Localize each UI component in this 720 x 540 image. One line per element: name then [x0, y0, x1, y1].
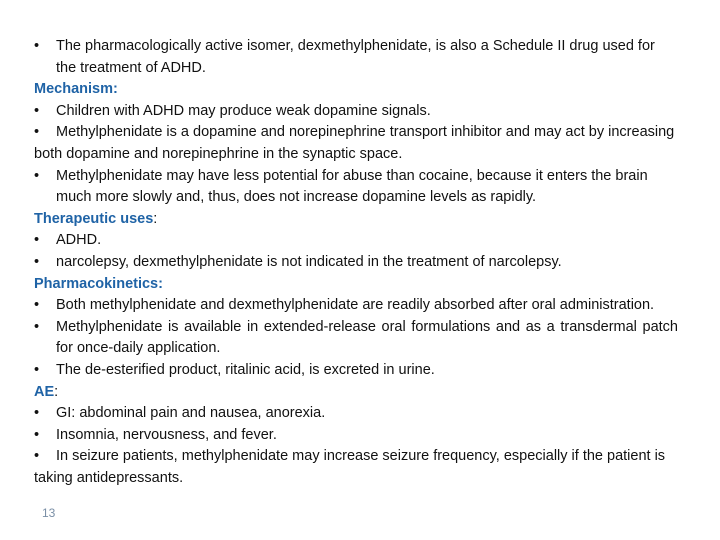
page-number: 13 — [42, 506, 56, 520]
bullet-text: The de-esterified product, ritalinic acid, is excreted in urine. — [56, 361, 435, 378]
heading-mechanism: Mechanism: — [34, 81, 118, 98]
bullet-text: ADHD. — [56, 232, 102, 249]
bullet-mark: • — [34, 102, 40, 119]
bullet-text: Methylphenidate is available in extended-release oral formulations and as a transdermal patch for once-daily application. — [56, 318, 678, 357]
bullet-text: Methylphenidate is a dopamine and norepinephrine transport inhibitor and may act by increasing both dopamine and norepinephrine in the synaptic space. — [34, 124, 675, 162]
bullet-mechanism-1 — [34, 101, 678, 123]
bullet-text: GI: abdominal pain and nausea, anorexia. — [56, 405, 326, 422]
heading-ae — [34, 382, 678, 404]
bullet-mark: • — [34, 361, 40, 378]
heading-ae-colon: : — [54, 383, 59, 400]
bullet-mark: • — [34, 124, 40, 141]
bullet-text: Children with ADHD may produce weak dopamine signals. — [56, 102, 431, 119]
bullet-mark: • — [34, 253, 40, 270]
bullet-pk-1 — [34, 295, 678, 317]
heading-uses-colon: : — [153, 210, 158, 227]
bullet-ae-1 — [34, 403, 678, 425]
heading-therapeutic-uses — [34, 209, 678, 231]
bullet-mark: • — [34, 297, 40, 314]
bullet-text: Insomnia, nervousness, and fever. — [56, 426, 277, 443]
bullet-pk-3 — [34, 360, 678, 382]
bullet-intro — [34, 36, 678, 79]
bullet-mark: • — [34, 232, 40, 249]
bullet-text: narcolepsy, dexmethylphenidate is not indicated in the treatment of narcolepsy. — [56, 253, 562, 270]
bullet-mark: • — [34, 426, 40, 443]
bullet-mark: • — [34, 405, 40, 422]
heading-ae-text: AE — [34, 383, 55, 400]
heading-pharmacokinetics: Pharmacokinetics: — [34, 275, 163, 292]
bullet-text: Both methylphenidate and dexmethylphenidate are readily absorbed after oral administration. — [56, 297, 655, 314]
bullet-mark: • — [34, 167, 40, 184]
bullet-text: In seizure patients, methylphenidate may increase seizure frequency, especially if the patient is taking antidepressants. — [34, 448, 666, 486]
bullet-mark: • — [34, 38, 40, 54]
bullet-ae-2 — [34, 425, 678, 447]
slide-content — [34, 36, 678, 489]
bullet-text: Methylphenidate may have less potential for abuse than cocaine, because it enters the brain much more slowly and, thus, does not increase dopamine levels as rapidly. — [56, 167, 648, 206]
bullet-uses-2 — [34, 252, 678, 274]
bullet-mark: • — [34, 318, 40, 335]
heading-uses-text: Therapeutic uses — [34, 210, 154, 227]
bullet-pk-2 — [34, 317, 678, 360]
bullet-text: The pharmacologically active isomer, dexmethylphenidate, is also a Schedule II drug used for the treatment of ADHD. — [56, 38, 655, 76]
bullet-ae-3 — [34, 446, 678, 489]
bullet-mark: • — [34, 448, 40, 465]
bullet-mechanism-2 — [34, 122, 678, 165]
bullet-mechanism-3 — [34, 166, 678, 209]
bullet-uses-1 — [34, 230, 678, 252]
